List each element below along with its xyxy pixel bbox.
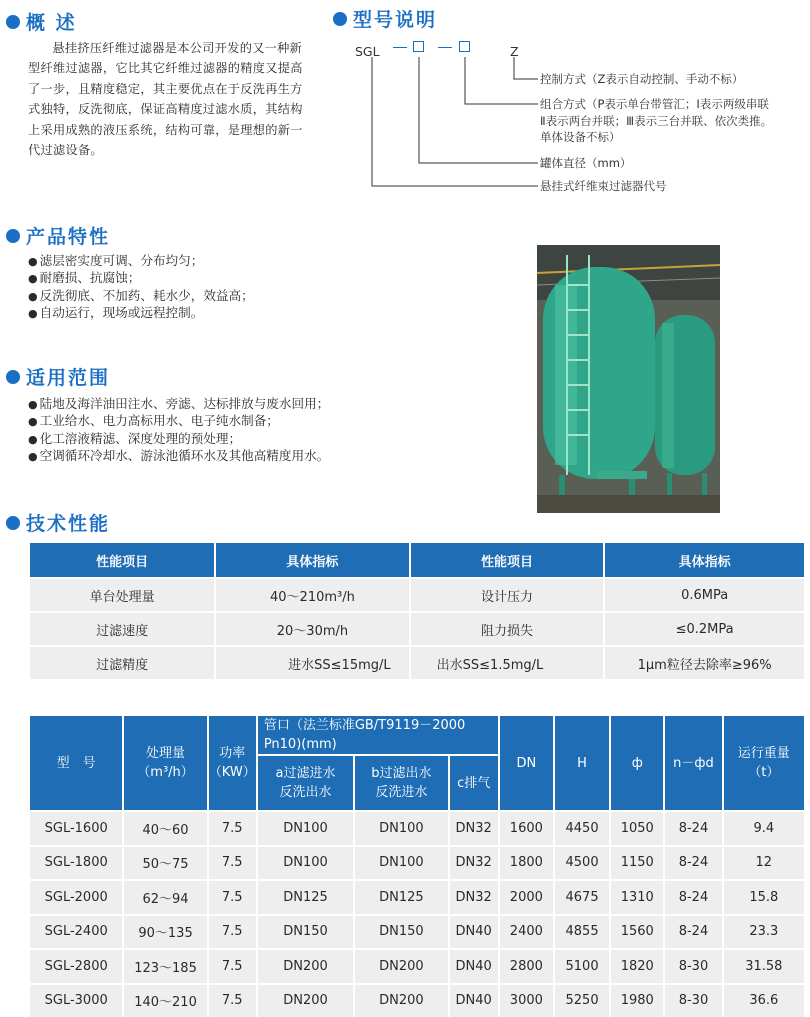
list-item: ● 工业给水、电力高标用水、电子纯水制备；	[28, 413, 329, 430]
table-header: n－фd	[665, 716, 721, 810]
table-header: DN	[500, 716, 553, 810]
table-cell: 0.6MPa	[605, 579, 804, 611]
table-cell: DN32	[450, 812, 498, 845]
list-item: ● 空调循环冷却水、游泳池循环水及其他高精度用水。	[28, 448, 329, 465]
table-cell: 7.5	[209, 950, 256, 983]
table-header: H	[555, 716, 609, 810]
table-cell: 8-30	[665, 950, 721, 983]
table-cell: 90～135	[124, 916, 206, 949]
table-cell: SGL-1600	[30, 812, 122, 845]
table-cell: 8-30	[665, 985, 721, 1017]
table-header: 功率 （KW）	[209, 716, 256, 810]
list-item: ● 反洗彻底、不加药、耗水少，效益高；	[28, 288, 254, 305]
table-cell: 7.5	[209, 985, 256, 1017]
tech-title: 技术性能	[6, 509, 110, 536]
table-cell: 7.5	[209, 881, 256, 914]
list-item: ● 滤层密实度可调、分布均匀；	[28, 253, 254, 270]
table-cell: 123～185	[124, 950, 206, 983]
list-item: ● 自动运行，现场或远程控制。	[28, 305, 254, 322]
table-cell: 设计压力	[411, 579, 604, 611]
table-cell: 9.4	[724, 812, 804, 845]
table-header: b过滤出水 反洗进水	[355, 756, 447, 810]
table-cell: 140～210	[124, 985, 206, 1017]
table-cell: 62～94	[124, 881, 206, 914]
tech-table	[28, 541, 806, 681]
table-cell: 1μm粒径去除率≥96%	[605, 647, 804, 679]
features-list	[28, 253, 254, 323]
table-cell: ≤0.2MPa	[605, 613, 804, 645]
table-cell: 1310	[611, 881, 663, 914]
table-cell: 23.3	[724, 916, 804, 949]
features-title: 产品特性	[6, 222, 110, 249]
table-cell: 8-24	[665, 847, 721, 880]
table-cell: SGL-2000	[30, 881, 122, 914]
table-cell: 4675	[555, 881, 609, 914]
list-item: ● 化工溶液精滤、深度处理的预处理；	[28, 431, 329, 448]
table-cell: 4450	[555, 812, 609, 845]
table-cell: 5100	[555, 950, 609, 983]
table-cell: 7.5	[209, 916, 256, 949]
table-cell: 4500	[555, 847, 609, 880]
model-desc-diameter: 罐体直径（mm）	[540, 156, 632, 170]
applications-title: 适用范围	[6, 363, 110, 390]
list-item: ● 耐磨损、抗腐蚀；	[28, 270, 254, 287]
table-cell: 2000	[500, 881, 553, 914]
table-cell: DN32	[450, 847, 498, 880]
table-cell: 20～30m/h	[216, 613, 408, 645]
table-header: 性能项目	[30, 543, 214, 577]
table-header: 型 号	[30, 716, 122, 810]
table-cell: 1150	[611, 847, 663, 880]
applications-list	[28, 396, 329, 466]
table-cell: 5250	[555, 985, 609, 1017]
bullet-dot-icon	[6, 516, 20, 530]
table-cell: DN200	[355, 950, 447, 983]
table-row	[30, 579, 804, 611]
table-header-row	[30, 716, 804, 754]
table-header: 运行重量 （t）	[724, 716, 804, 810]
bullet-dot-icon	[6, 370, 20, 384]
table-header: 性能项目	[411, 543, 604, 577]
table-cell: 8-24	[665, 881, 721, 914]
spec-table	[28, 714, 806, 1017]
table-cell: 7.5	[209, 812, 256, 845]
table-header: 管口（法兰标准GB/T9119－2000 Pn10)(mm)	[258, 716, 498, 754]
table-cell: 15.8	[724, 881, 804, 914]
table-row	[30, 985, 804, 1017]
list-item: ● 陆地及海洋油田注水、旁滤、达标排放与废水回用；	[28, 396, 329, 413]
table-cell: 1820	[611, 950, 663, 983]
model-code-suffix: Z	[510, 44, 519, 59]
table-row	[30, 881, 804, 914]
table-header: ф	[611, 716, 663, 810]
table-cell: 1980	[611, 985, 663, 1017]
table-cell: DN100	[258, 847, 353, 880]
table-cell: 过滤速度	[30, 613, 214, 645]
table-cell: 31.58	[724, 950, 804, 983]
table-cell: DN100	[258, 812, 353, 845]
spec-table-body	[30, 812, 804, 1017]
filter-tank-photo	[537, 245, 720, 513]
table-cell: 3000	[500, 985, 553, 1017]
table-cell: 4855	[555, 916, 609, 949]
table-cell: 2800	[500, 950, 553, 983]
table-header: 处理量 （m³/h）	[124, 716, 206, 810]
table-cell: SGL-2800	[30, 950, 122, 983]
table-cell: 阻力损失	[411, 613, 604, 645]
table-cell: 单台处理量	[30, 579, 214, 611]
table-row	[30, 613, 804, 645]
table-row	[30, 812, 804, 845]
table-row	[30, 847, 804, 880]
model-desc-combo: 组合方式（P表示单台带管汇；Ⅰ表示两级串联 Ⅱ表示两台并联；Ⅲ表示三台并联、依次类推。 单体设备不标）	[540, 97, 773, 144]
table-cell: SGL-2400	[30, 916, 122, 949]
table-cell: 40～210m³/h	[216, 579, 408, 611]
overview-title: 概 述	[6, 8, 77, 35]
table-cell: 7.5	[209, 847, 256, 880]
table-cell: 50～75	[124, 847, 206, 880]
model-desc-control: 控制方式（Z表示自动控制、手动不标）	[540, 72, 744, 86]
table-row	[30, 916, 804, 949]
table-cell: DN40	[450, 985, 498, 1017]
table-cell: DN200	[258, 985, 353, 1017]
table-header: 具体指标	[216, 543, 408, 577]
table-cell: 8-24	[665, 916, 721, 949]
table-cell: 进水SS≤15mg/L	[216, 647, 408, 679]
overview-text: 悬挂挤压纤维过滤器是本公司开发的又一种新型纤维过滤器，它比其它纤维过滤器的精度又提高了一步，且精度稳定，其主要优点在于反洗再生方式独特，反洗彻底，保证高精度过滤水质，其结构上采用成熟的液压系统，结构可靠，是理想的新一代过滤设备。	[28, 41, 303, 158]
table-header: c排气	[450, 756, 498, 810]
table-header: a过滤进水 反洗出水	[258, 756, 353, 810]
table-cell: SGL-1800	[30, 847, 122, 880]
bullet-dot-icon	[6, 229, 20, 243]
table-cell: 1800	[500, 847, 553, 880]
table-header-row	[30, 543, 804, 577]
table-cell: DN125	[355, 881, 447, 914]
table-cell: 过滤精度	[30, 647, 214, 679]
filter-tank-illustration	[537, 245, 720, 513]
table-cell: 8-24	[665, 812, 721, 845]
table-cell: 1560	[611, 916, 663, 949]
table-cell: DN40	[450, 950, 498, 983]
table-cell: DN125	[258, 881, 353, 914]
table-cell: DN200	[258, 950, 353, 983]
table-cell: 出水SS≤1.5mg/L	[411, 647, 604, 679]
table-cell: DN32	[450, 881, 498, 914]
table-cell: 40～60	[124, 812, 206, 845]
model-desc-code: 悬挂式纤维束过滤器代号	[540, 179, 667, 193]
table-cell: 1600	[500, 812, 553, 845]
model-title: 型号说明	[333, 5, 437, 32]
table-cell: DN150	[355, 916, 447, 949]
table-cell: 36.6	[724, 985, 804, 1017]
table-cell: SGL-3000	[30, 985, 122, 1017]
table-row	[30, 950, 804, 983]
table-header: 具体指标	[605, 543, 804, 577]
table-cell: DN40	[450, 916, 498, 949]
table-cell: DN100	[355, 847, 447, 880]
table-cell: DN150	[258, 916, 353, 949]
model-code-prefix: SGL	[355, 44, 380, 59]
table-cell: DN200	[355, 985, 447, 1017]
table-cell: 2400	[500, 916, 553, 949]
table-cell: 1050	[611, 812, 663, 845]
table-cell: DN100	[355, 812, 447, 845]
table-cell: 12	[724, 847, 804, 880]
table-row	[30, 647, 804, 679]
